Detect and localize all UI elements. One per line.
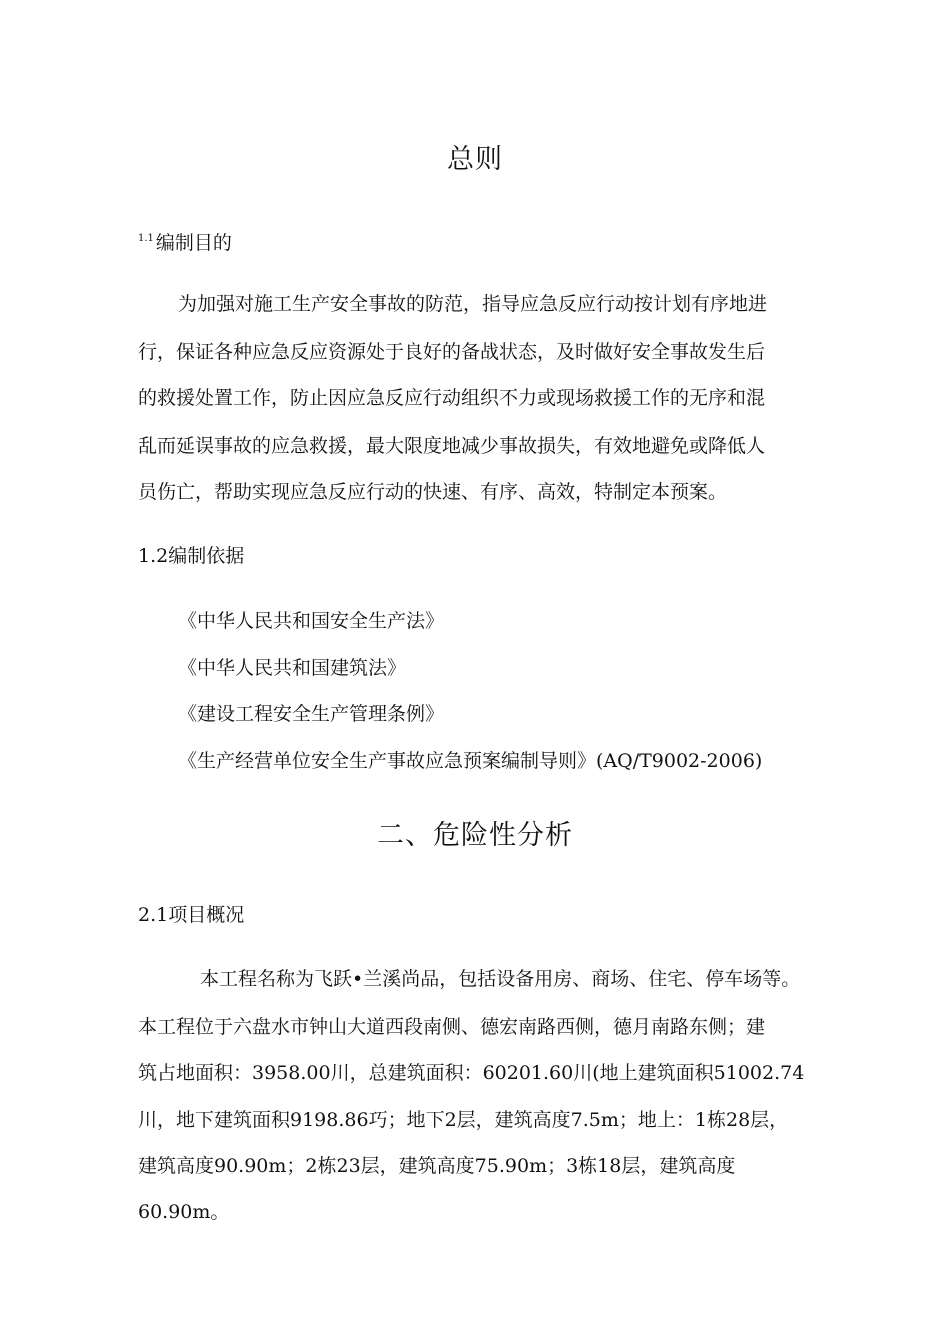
section-1-1-number: 1.1 xyxy=(138,233,154,244)
heading-general: 总则 xyxy=(447,144,503,175)
overview-line: 筑占地面积：3958.00川，总建筑面积：60201.60川(地上建筑面积51002.74 xyxy=(138,1062,805,1084)
purpose-line: 员伤亡，帮助实现应急反应行动的快速、有序、高效，特制定本预案。 xyxy=(138,481,728,503)
purpose-line: 乱而延误事故的应急救援，最大限度地减少事故损失，有效地避免或降低人 xyxy=(138,435,766,457)
heading-risk-analysis: 二、危险性分析 xyxy=(377,820,573,851)
overview-line: 本工程名称为飞跃•兰溪尚品，包括设备用房、商场、住宅、停车场等。 xyxy=(200,968,801,990)
section-1-1-heading xyxy=(138,226,232,256)
purpose-line: 的救援处置工作，防止因应急反应行动组织不力或现场救援工作的无序和混 xyxy=(138,387,766,409)
overview-line: 建筑高度90.90m；2栋23层，建筑高度75.90m；3栋18层，建筑高度 xyxy=(138,1155,736,1177)
law-item: 《生产经营单位安全生产事故应急预案编制导则》(AQ/T9002-2006) xyxy=(178,750,763,772)
law-item: 《中华人民共和国建筑法》 xyxy=(178,657,407,679)
purpose-line: 为加强对施工生产安全事故的防范，指导应急反应行动按计划有序地进 xyxy=(178,293,768,315)
overview-line: 60.90m。 xyxy=(138,1201,230,1223)
section-2-1-heading: 2.1项目概况 xyxy=(138,904,245,926)
section-1-1-label: 编制目的 xyxy=(155,232,232,254)
law-item: 《中华人民共和国安全生产法》 xyxy=(178,610,445,632)
purpose-line: 行，保证各种应急反应资源处于良好的备战状态，及时做好安全事故发生后 xyxy=(138,341,766,363)
overview-line: 本工程位于六盘水市钟山大道西段南侧、德宏南路西侧，德月南路东侧；建 xyxy=(138,1016,766,1038)
overview-line: 川，地下建筑面积9198.86巧；地下2层，建筑高度7.5m；地上：1栋28层， xyxy=(138,1109,789,1131)
law-item: 《建设工程安全生产管理条例》 xyxy=(178,703,445,725)
section-1-2-heading: 1.2编制依据 xyxy=(138,545,245,567)
